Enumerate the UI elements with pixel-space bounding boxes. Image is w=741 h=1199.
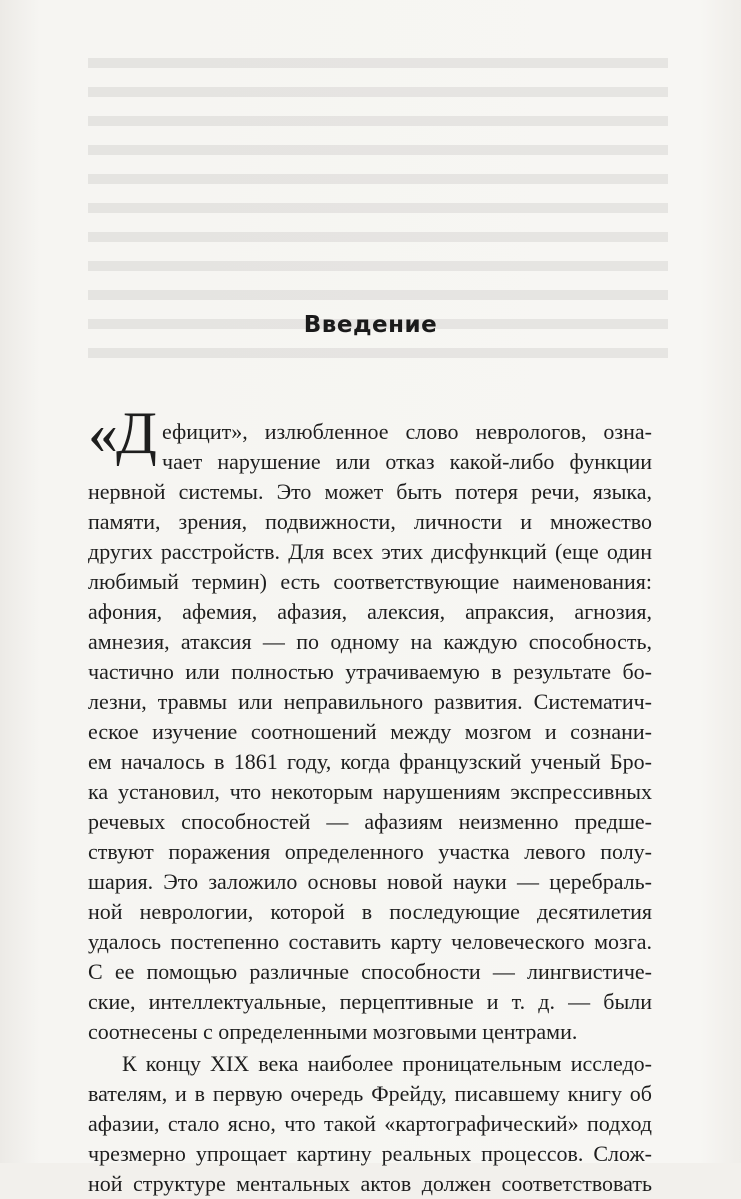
text-line: шария. Это заложило основы новой науки — церебраль-	[88, 869, 652, 894]
text-line: афония, афемия, афазия, алексия, апраксия, агнозия,	[88, 599, 652, 624]
text-line: лезни, травмы или неправильного развития. Систематич-	[88, 689, 652, 714]
text-line: любимый термин) есть соответствующие наименования:	[88, 569, 652, 594]
text-line: ка установил, что некоторым нарушениям экспрессивных	[88, 779, 652, 804]
text-line: ной неврологии, которой в последующие десятилетия	[88, 899, 652, 924]
text-line: речевых способностей — афазиям неизменно предше-	[88, 809, 652, 834]
body-text	[88, 400, 652, 1199]
paragraph-2	[88, 1049, 652, 1199]
text-line: ские, интеллектуальные, перцептивные и т. д. — были	[88, 989, 652, 1014]
text-line: ной структуре ментальных актов должен соответствовать	[88, 1171, 652, 1196]
drop-cap: «Д	[88, 400, 155, 466]
chapter-heading: Введение	[303, 312, 438, 338]
text-line: нервной системы. Это может быть потеря речи, языка,	[88, 479, 652, 504]
text-line: афазии, стало ясно, что такой «картографический» подход	[88, 1111, 652, 1136]
text-line: соотнесены с определенными мозговыми центрами.	[88, 1019, 578, 1044]
text-line: амнезия, атаксия — по одному на каждую способность,	[88, 629, 652, 654]
text-line: ефицит», излюбленное слово неврологов, озна-	[162, 419, 652, 444]
text-line: памяти, зрения, подвижности, личности и множество	[88, 509, 652, 534]
text-line: ем началось в 1861 году, когда французский ученый Бро-	[88, 749, 652, 774]
text-line: частично или полностью утрачиваемую в результате бо-	[88, 659, 652, 684]
text-line: чает нарушение или отказ какой-либо функции	[162, 449, 652, 474]
text-line: удалось постепенно составить карту человеческого мозга.	[88, 929, 652, 954]
text-line: еское изучение соотношений между мозгом и сознани-	[88, 719, 652, 744]
paragraph-1	[88, 400, 652, 1047]
text-line: С ее помощью различные способности — лингвистиче-	[88, 959, 652, 984]
text-line: К концу XIX века наиболее проницательным исследо-	[122, 1051, 652, 1076]
text-line: других расстройств. Для всех этих дисфункций (еще один	[88, 539, 652, 564]
text-line: ствуют поражения определенного участка левого полу-	[88, 839, 652, 864]
text-line: чрезмерно упрощает картину реальных процессов. Слож-	[88, 1141, 652, 1166]
text-line: вателям, и в первую очередь Фрейду, писавшему книгу об	[88, 1081, 652, 1106]
